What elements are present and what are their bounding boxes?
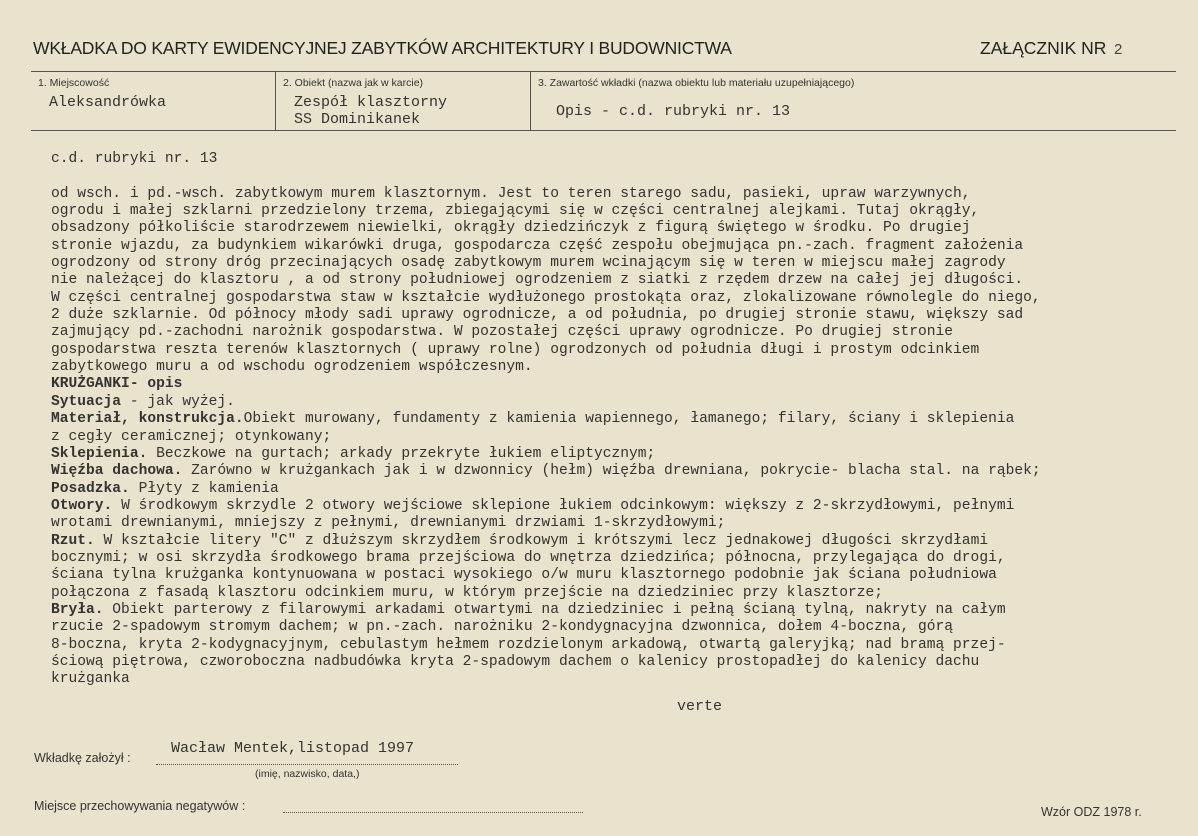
description-line	[51, 186, 1196, 203]
line-text: Zarówno w krużgankach jak i w dzwonnicy (hełm) więźba drewniana, pokrycie- blacha stal. na rąbek;	[182, 463, 1041, 480]
description-line	[51, 602, 1196, 619]
line-text: z cegły ceramicznej; otynkowany;	[51, 428, 332, 445]
description-line	[51, 637, 1196, 654]
negatives-dotted-line	[283, 812, 583, 813]
description-line	[51, 411, 1196, 428]
negatives-label: Miejsce przechowywania negatywów :	[34, 799, 246, 813]
description-line	[51, 671, 1196, 688]
author-caption: (imię, nazwisko, data,)	[255, 768, 360, 780]
description-lines	[51, 186, 1196, 689]
line-text: ogrodu i małej szklarni przedzielony trzema, zbiegającymi się w części centralnej alejkami. Tutaj okrągły,	[51, 203, 980, 220]
description-line	[51, 376, 1196, 393]
field-value-object: Zespół klasztorny SS Dominikanek	[294, 94, 448, 128]
line-text: wrotami drewnianymi, mniejszy z pełnymi, drewnianymi drzwiami 1-skrzydłowymi;	[51, 515, 726, 532]
line-text: 2 duże szklarnie. Od północy młody sadi uprawy ogrodnicze, a od południa, po drugiej stronie stawu, większy sad	[51, 307, 1024, 324]
line-text: ściana tylna krużganka kontynuowana w postaci wysokiego o/w muru klasztornego podobnie jak ściana południowa	[51, 567, 997, 584]
section-heading: Materiał, konstrukcja.	[51, 411, 244, 428]
line-text: Beczkowe na gurtach; arkady przekryte łukiem eliptycznym;	[147, 445, 656, 462]
line-text: ściową piętrowa, czworoboczna nadbudówka kryta 2-spadowym dachem o kalenicy prostopadłej do kalenicy dachu	[51, 653, 980, 670]
field-value-locality: Aleksandrówka	[49, 94, 167, 111]
line-text: gospodarstwa reszta terenów klasztornych ( uprawy rolne) ogrodzonych od południa długi i prostym odcinkiem	[51, 341, 980, 358]
section-heading: Otwory.	[51, 497, 113, 514]
line-text: nie należącej do klasztoru , a od strony południowej ogrodzeniem z siatki z rzędem drzew na całej jej długości.	[51, 272, 1024, 289]
description-line	[51, 515, 1196, 532]
field-label-locality: 1. Miejscowość	[38, 77, 110, 89]
description-line	[51, 429, 1196, 446]
section-heading: KRUŻGANKI- opis	[51, 376, 183, 393]
description-line	[51, 238, 1196, 255]
description-line	[51, 533, 1196, 550]
continuation-note: c.d. rubryki nr. 13	[51, 151, 218, 167]
description-line	[51, 654, 1196, 671]
description-line	[51, 446, 1196, 463]
line-text: krużganka	[51, 671, 130, 688]
line-text: stronie wjazdu, za budynkiem wikarówki druga, gospodarcza część zespołu obejmująca pn.-zach. fragment założenia	[51, 237, 1024, 254]
section-heading: Sytuacja	[51, 393, 122, 410]
description-line	[51, 394, 1196, 411]
author-value: Wacław Mentek,listopad 1997	[171, 740, 415, 757]
line-text: bocznymi; w osi skrzydła środkowego brama przejściowa do wnętrza dziedzińca; północna, przylegająca do drogi,	[51, 549, 1006, 566]
grid-divider	[530, 72, 531, 130]
description-line	[51, 255, 1196, 272]
line-text: Płyty z kamienia	[129, 480, 279, 497]
line-text: W kształcie litery "C" z dłuższym skrzydłem środkowym i krótszymi lecz jednakowej długości skrzydłami	[94, 532, 989, 549]
field-value-contents: Opis - c.d. rubryki nr. 13	[556, 103, 791, 120]
line-text: od wsch. i pd.-wsch. zabytkowym murem klasztornym. Jest to teren starego sadu, pasieki, upraw warzywnych,	[51, 185, 971, 202]
line-text: obsadzony półkoliście starodrzewem niewielki, okrągły dziedzińczyk z figurą świętego w środku. Po drugiej	[51, 220, 971, 237]
line-text: W części centralnej gospodarstwa staw w kształcie wydłużonego prostokąta oraz, zlokalizowane równolegle do niego,	[51, 289, 1041, 306]
description-line	[51, 359, 1196, 376]
description-line	[51, 567, 1196, 584]
description-line	[51, 619, 1196, 636]
grid-divider	[275, 72, 276, 130]
form-title: WKŁADKA DO KARTY EWIDENCYJNEJ ZABYTKÓW ARCHITEKTURY I BUDOWNICTWA	[33, 38, 732, 58]
description-line	[51, 203, 1196, 220]
description-line	[51, 498, 1196, 515]
section-heading: Sklepienia.	[51, 445, 148, 462]
description-line	[51, 324, 1196, 341]
line-text: ogrodzony od strony dróg przecinających osadę zabytkowym murem wcinającym się w teren w miejscu małej zagrody	[51, 255, 1006, 272]
author-label: Wkładkę założył :	[34, 751, 131, 765]
description-line	[51, 307, 1196, 324]
verte-note: verte	[677, 698, 723, 715]
description-line	[51, 272, 1196, 289]
description-line	[51, 481, 1196, 498]
section-heading: Więźba dachowa.	[51, 463, 183, 480]
line-text: W środkowym skrzydle 2 otwory wejściowe sklepione łukiem odcinkowym: większy z 2-skrzydłowymi, pełnymi	[112, 497, 1015, 514]
line-text: - jak wyżej.	[121, 393, 235, 410]
header-fields-grid	[31, 71, 1176, 131]
section-heading: Posadzka.	[51, 480, 130, 497]
section-heading: Rzut.	[51, 532, 95, 549]
form-model: Wzór ODZ 1978 r.	[1041, 805, 1142, 819]
line-text: 8-boczna, kryta 2-kodygnacyjnym, cebulastym hełmem rozdzielonym arkadową, otwartą galeryjką; nad bramą przej-	[51, 636, 1006, 653]
line-text: zajmujący pd.-zachodni narożnik gospodarstwa. W pozostałej części uprawy ogrodnicze. Po drugiej stronie	[51, 324, 954, 341]
paragraph-gap	[51, 168, 1196, 185]
line-text: Obiekt parterowy z filarowymi arkadami otwartymi na dziedziniec i pełną ścianą tylną, nakryty na całym	[103, 601, 1006, 618]
field-label-object: 2. Obiekt (nazwa jak w karcie)	[283, 77, 424, 89]
attachment-label: ZAŁĄCZNIK NR	[980, 38, 1107, 58]
field-label-contents: 3. Zawartość wkładki (nazwa obiektu lub materiału uzupełniającego)	[538, 77, 855, 89]
line-text: rzucie 2-spadowym stromym dachem; w pn.-zach. narożniku 2-kondygnacyjna dzwonnica, dołem 4-boczna, górą	[51, 619, 954, 636]
description-body	[51, 151, 1196, 689]
line-text: Obiekt murowany, fundamenty z kamienia wapiennego, łamanego; filary, ściany i sklepienia	[243, 411, 1015, 428]
author-dotted-line	[156, 764, 458, 765]
description-line	[51, 463, 1196, 480]
section-heading: Bryła.	[51, 601, 104, 618]
line-text: zabytkowego muru a od wschodu ogrodzeniem współczesnym.	[51, 359, 533, 376]
description-line	[51, 290, 1196, 307]
attachment-number: 2	[1114, 41, 1123, 58]
description-line	[51, 550, 1196, 567]
description-line	[51, 585, 1196, 602]
description-line	[51, 342, 1196, 359]
description-line	[51, 220, 1196, 237]
line-text: połączona z fasadą klasztoru odcinkiem muru, w którym przejście na dziedziniec przy klasztorze;	[51, 584, 883, 601]
